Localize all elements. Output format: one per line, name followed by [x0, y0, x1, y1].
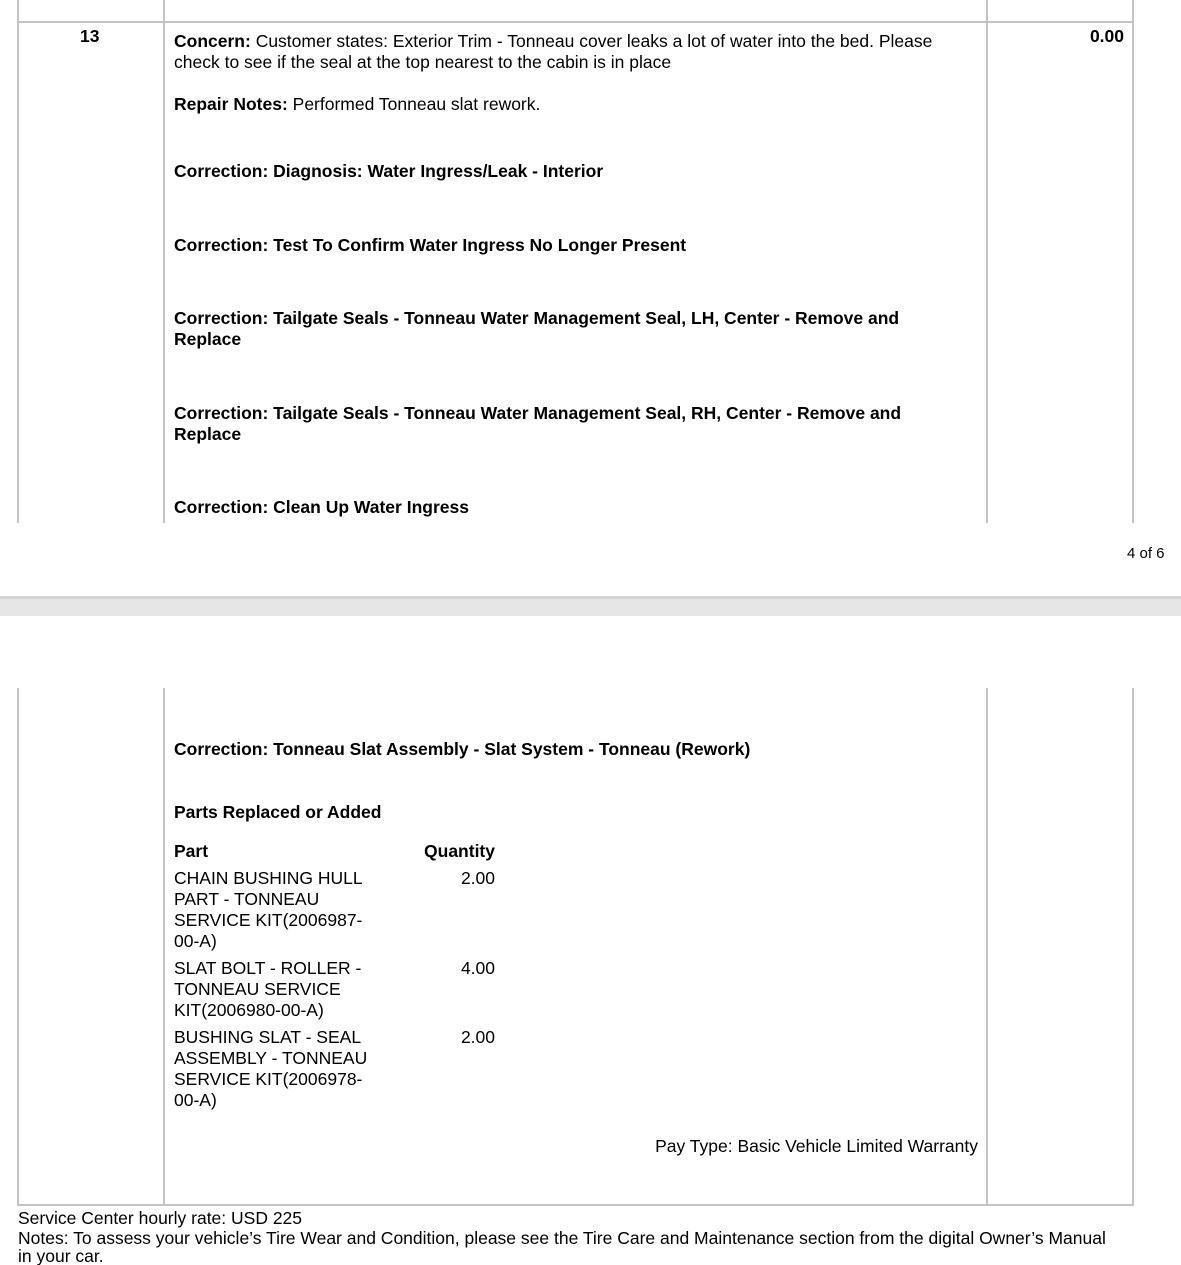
concern-label: Concern:: [174, 31, 251, 51]
table-divider-2: [986, 0, 988, 523]
correction-slat-assembly: Correction: Tonneau Slat Assembly - Slat System - Tonneau (Rework): [174, 739, 751, 759]
page-number: 4 of 6: [1127, 545, 1165, 562]
part-name: CHAIN BUSHING HULL PART - TONNEAU SERVICE KIT(2006987-00-A): [174, 868, 363, 951]
line-number: 13: [80, 26, 100, 46]
part-name: BUSHING SLAT - SEAL ASSEMBLY - TONNEAU SERVICE KIT(2006978-00-A): [174, 1027, 368, 1110]
correction-seal-rh: Correction: Tailgate Seals - Tonneau Water Management Seal, RH, Center - Remove and Replace: [174, 403, 902, 444]
table-border-left: [17, 0, 19, 523]
correction-clean-up: Correction: Clean Up Water Ingress: [174, 497, 469, 517]
table-divider-1: [163, 688, 165, 1205]
repair-notes-block: [174, 94, 540, 115]
repair-notes-text: Performed Tonneau slat rework.: [292, 94, 541, 114]
pay-type: Pay Type: Basic Vehicle Limited Warranty: [655, 1136, 978, 1156]
document-page-4: [0, 0, 1181, 596]
correction-diagnosis: Correction: Diagnosis: Water Ingress/Leak - Interior: [174, 161, 604, 181]
table-border-right: [1132, 688, 1134, 1205]
parts-column-part: Part: [174, 841, 209, 861]
correction-test: Correction: Test To Confirm Water Ingress No Longer Present: [174, 235, 687, 255]
repair-notes-label: Repair Notes:: [174, 94, 288, 114]
document-page-5: [0, 616, 1181, 1265]
correction-seal-lh: Correction: Tailgate Seals - Tonneau Water Management Seal, LH, Center - Remove and Replace: [174, 308, 900, 349]
table-divider-1: [163, 0, 165, 523]
part-quantity: 2.00: [460, 1027, 495, 1047]
concern-block: [174, 31, 974, 73]
line-amount: 0.00: [1089, 26, 1124, 46]
table-bottom-border: [17, 1204, 1134, 1206]
part-quantity: 2.00: [460, 868, 495, 888]
part-quantity: 4.00: [460, 958, 495, 978]
table-border-left: [17, 688, 19, 1205]
table-divider-2: [986, 688, 988, 1205]
table-border-right: [1132, 0, 1134, 523]
hourly-rate: Service Center hourly rate: USD 225: [18, 1208, 303, 1228]
page-break: [0, 596, 1181, 616]
parts-heading: Parts Replaced or Added: [174, 802, 382, 822]
footer-notes: Notes: To assess your vehicle’s Tire Wear and Condition, please see the Tire Care and Maintenance section from the digital Owner’s Manual in your car.: [18, 1228, 1106, 1265]
row-separator: [17, 21, 1134, 23]
parts-column-quantity: Quantity: [424, 841, 495, 861]
part-name: SLAT BOLT - ROLLER - TONNEAU SERVICE KIT(2006980-00-A): [174, 958, 362, 1020]
concern-text: Customer states: Exterior Trim - Tonneau cover leaks a lot of water into the bed. Please check to see if the seal at the top nearest to the cabin is in place: [174, 31, 933, 72]
